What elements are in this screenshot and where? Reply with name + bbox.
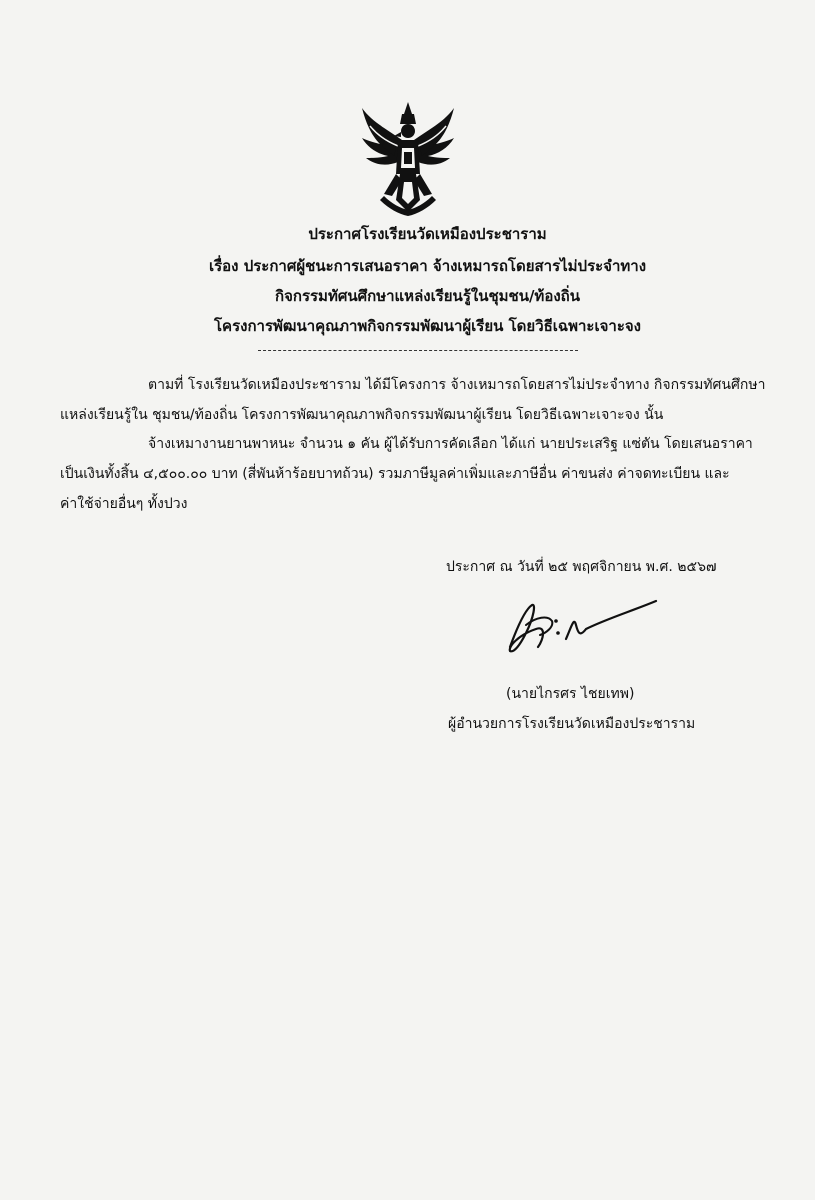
heading-project: โครงการพัฒนาคุณภาพกิจกรรมพัฒนาผู้เรียน โดยวิธีเฉพาะเจาะจง	[214, 317, 641, 335]
paragraph-2-line-1: จ้างเหมางานยานพาหนะ จำนวน ๑ คัน ผู้ได้รับการคัดเลือก ได้แก่ นายประเสริฐ แซ่ตัน โดยเสนอราคา	[148, 436, 753, 452]
heading-subject: เรื่อง ประกาศผู้ชนะการเสนอราคา จ้างเหมารถโดยสารไม่ประจำทาง	[208, 257, 647, 275]
paragraph-1-line-2: แหล่งเรียนรู้ใน ชุมชน/ท้องถิ่น โครงการพัฒนาคุณภาพกิจกรรมพัฒนาผู้เรียน โดยวิธีเฉพาะเจาะจง นั้น	[60, 407, 664, 423]
signer-name: (นายไกรศร ไชยเทพ)	[506, 686, 635, 702]
garuda-emblem-icon	[358, 100, 458, 220]
heading-title: ประกาศโรงเรียนวัดเหมืองประชาราม	[308, 225, 547, 243]
announcement-date: ประกาศ ณ วันที่ ๒๕ พฤศจิกายน พ.ศ. ๒๕๖๗	[446, 559, 717, 575]
paragraph-1-line-1: ตามที่ โรงเรียนวัดเหมืองประชาราม ได้มีโครงการ จ้างเหมารถโดยสารไม่ประจำทาง กิจกรรมทัศนศึกษา	[148, 377, 766, 393]
heading-activity: กิจกรรมทัศนศึกษาแหล่งเรียนรู้ในชุมชน/ท้องถิ่น	[274, 287, 580, 305]
heading-divider	[258, 350, 578, 351]
paragraph-2-line-3: ค่าใช้จ่ายอื่นๆ ทั้งปวง	[60, 496, 188, 512]
signer-title: ผู้อำนวยการโรงเรียนวัดเหมืองประชาราม	[448, 716, 696, 732]
paragraph-2-line-2: เป็นเงินทั้งสิ้น ๔,๕๐๐.๐๐ บาท (สี่พันห้าร้อยบาทถ้วน) รวมภาษีมูลค่าเพิ่มและภาษีอื่น ค่าขนส่ง ค่าจดทะเบียน และ	[60, 466, 730, 482]
signature-mark	[496, 595, 666, 665]
